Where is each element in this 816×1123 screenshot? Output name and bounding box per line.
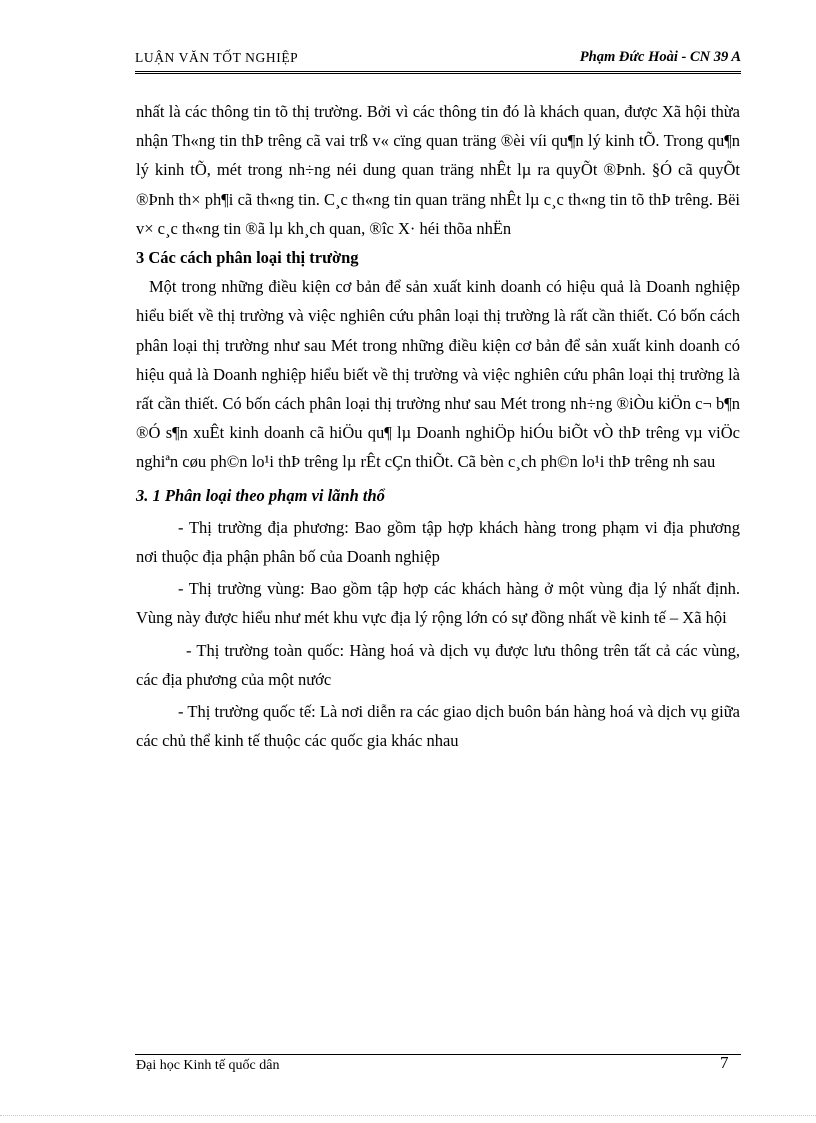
paragraph-intro: nhất là các thông tin tõ thị trường. Bởi vì các thông tin đó là khách quan, được Xã hội thừa nhận Th«ng tin thÞ trêng cã vai trß v« cïng quan träng ®èi víi qu¶n lý kinh tÕ. Trong qu¶n lý kinh tÕ, mét trong nh÷ng néi dung quan träng nhÊt lµ ra quyÕt ®Þnh. §Ó cã quyÕt ®Þnh th× ph¶i cã th«ng tin. C¸c th«ng tin quan träng nhÊt lµ c¸c th«ng tin tõ thÞ trêng. Bëi v× c¸c th«ng tin ®ã lµ kh¸ch quan, ®îc X· héi thõa nhËn [136, 102, 740, 238]
paragraph-section: Một trong những điều kiện cơ bản để sản xuất kinh doanh có hiệu quả là Doanh nghiệp hiểu biết về thị trường và việc nghiên cứu phân loại thị trường là rất cần thiết. Có bốn cách phân loại thị trường như sau Mét trong những điều kiện cơ bản để sản xuất kinh doanh có hiệu quả là Doanh nghiệp hiểu biết về thị trường và việc nghiên cứu phân loại thị trường là rất cần thiết. Có bốn cách phân loại thị trường như sau Mét trong nh÷ng ®iÒu kiÖn c¬ b¶n ®Ó s¶n xuÊt kinh doanh cã hiÖu qu¶ lµ Doanh nghiÖp hiÓu biÕt vÒ thÞ trêng vµ viÖc nghiªn cøu ph©n lo¹i thÞ trêng lµ rÊt cÇn thiÕt. Cã bèn c¸ch ph©n lo¹i thÞ trêng nh sau [136, 277, 740, 472]
page-body [136, 97, 740, 755]
footer-institution: Đại học Kinh tế quốc dân [136, 1058, 280, 1073]
list-item-local-market: - Thị trường địa phương: Bao gồm tập hợp khách hàng trong phạm vi địa phương nơi thuộc địa phận phân bố của Doanh nghiệp [136, 517, 740, 567]
subsection-heading: 3. 1 Phân loại theo phạm vi lãnh thổ [136, 485, 385, 505]
header-author: Phạm Đức Hoài - CN 39 A [579, 49, 741, 65]
footer-rule [135, 1054, 741, 1055]
running-header [135, 50, 741, 70]
header-title: LUẬN VĂN TỐT NGHIỆP [135, 50, 299, 65]
page-number: 7 [720, 1053, 729, 1072]
header-rule [135, 71, 741, 74]
list-item-national-market: - Thị trường toàn quốc: Hàng hoá và dịch vụ được lưu thông trên tất cả các vùng, các địa phương của một nước [136, 640, 740, 689]
section-heading: 3 Các cách phân loại thị trường [136, 248, 359, 268]
page-edge [0, 1115, 816, 1116]
list-item-international-market: - Thị trường quốc tế: Là nơi diễn ra các giao dịch buôn bán hàng hoá và dịch vụ giữa các chủ thể kinh tế thuộc các quốc gia khác nhau [136, 702, 740, 751]
list-item-regional-market: - Thị trường vùng: Bao gồm tập hợp các khách hàng ở một vùng địa lý nhất định. Vùng này được hiểu như mét khu vực địa lý rộng lớn có sự đồng nhất về kinh tế – Xã hội [136, 579, 740, 628]
